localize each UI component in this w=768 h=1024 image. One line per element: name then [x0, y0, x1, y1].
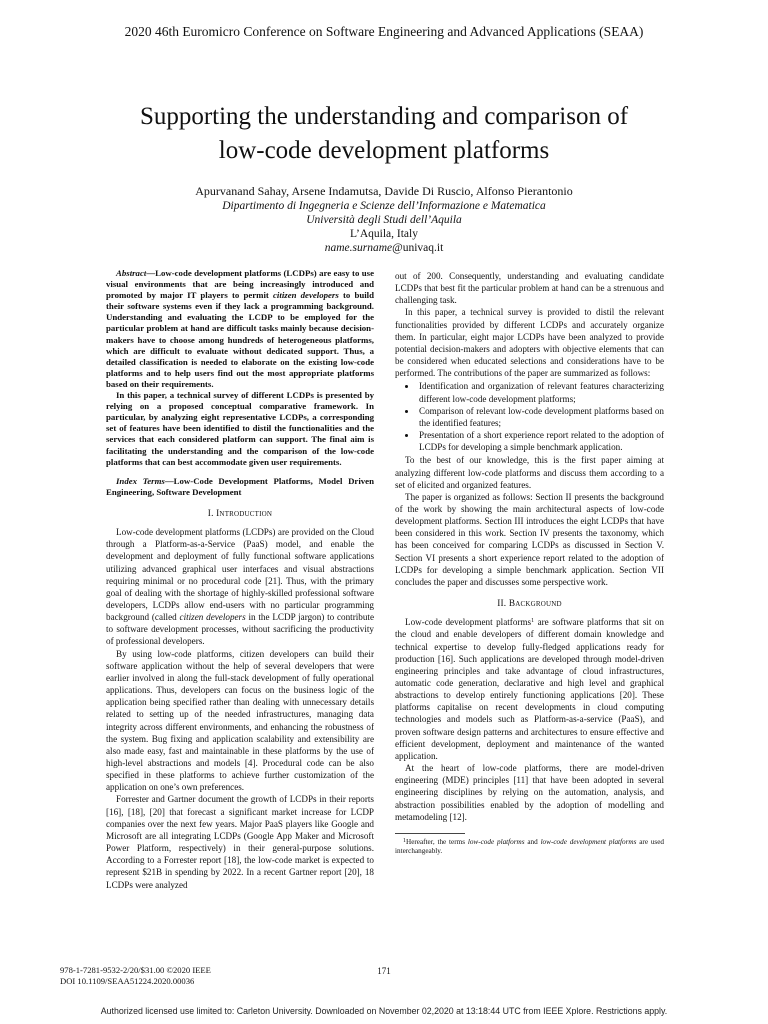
author-department: Dipartimento di Ingegneria e Scienze dell’Informazione e Matematica: [222, 200, 546, 212]
title-block: [0, 100, 768, 255]
author-names: Apurvanand Sahay, Arsene Indamutsa, Davide Di Ruscio, Alfonso Pierantonio: [195, 184, 573, 198]
index-terms-label: Index Terms: [116, 475, 165, 486]
intro-p1: Low-code development platforms (LCDPs) are provided on the Cloud through a Platform-as-a-Service (PaaS) model, and enable the development and deployment of fully functional software applications utilizing advanced graphical user interfaces and visual abstractions requiring minimal or no procedural code [21]. Thus, with the primary goal of dealing with the shortage of highly-skilled professional software developers, LCDPs allow end-users with no particular programming background (called citizen developers in the LCDP jargon) to contribute to software development processes, without sacrificing the productivity of professional developers.: [106, 527, 374, 647]
background-p2: At the heart of low-code platforms, there are model-driven engineering (MDE) principles [11] that have been adopted in several engineering disciplines by relying on the automation, analysis, and abstraction possibilities enabled by the adoption of modelling and metamodeling [12].: [395, 763, 664, 822]
list-item: • Presentation of a short experience report related to the adoption of LCDPs for developing a simple benchmark application.: [417, 429, 664, 453]
footnote-divider: [395, 833, 465, 834]
doi-line: DOI 10.1109/SEAA51224.2020.00036: [60, 975, 195, 986]
right-column: [395, 270, 664, 857]
list-item: • Comparison of relevant low-code development platforms based on the identified features;: [417, 405, 664, 429]
right-p3: The paper is organized as follows: Section II presents the background of the work by showing the main architectural aspects of low-code development platforms. Section III introduces the eight LCDPs that have been considered in this work. Section IV presents the taxonomy, which has been conceived for comparing LCDPs as discussed in Section V. Section VI presents a short experience report related to the adoption of LCDPs for developing a simple benchmark application. Section VII concludes the paper and discusses some perspective work.: [395, 491, 664, 587]
author-email: [0, 241, 768, 255]
license-notice: Authorized licensed use limited to: Carleton University. Downloaded on November 02,2020 at 13:18:44 UTC from IEEE Xplore. Restrictions apply.: [100, 1006, 668, 1016]
contribution-list: [395, 380, 664, 453]
abstract-label: Abstract: [116, 268, 147, 278]
abstract-p1: Abstract—Low-code development platforms (LCDPs) are easy to use visual environments that are being increasingly introduced and promoted by major IT players to permit citizen developers to build their software systems even if they lack a programming background. Understanding and evaluating the LCDP to be employed for the particular problem at hand are difficult tasks mainly because decision-makers have to choose among hundreds of heterogeneous platforms, which are difficult to evaluate without dedicated support. Thus, a detailed classification is needed to elaborate on the existing low-code platforms and to help users find out the most appropriate platforms based on their requirements.: [106, 268, 375, 389]
right-p1: In this paper, a technical survey is provided to distil the relevant functionalities provided by different LCDPs and accurately organize them. In particular, eight major LCDPs have been analyzed to provide potential decision-makers and adopters with objective elements that can be considered when educated selections and considerations have to be performed. The contributions of the paper are summarized as follows:: [395, 307, 664, 379]
paper-title: [104, 100, 664, 168]
right-p0: out of 200. Consequently, understanding and evaluating candidate LCDPs that best fit the particular problem at hand can be a strenuous and challenging task.: [395, 271, 664, 306]
page-number: 171: [377, 966, 391, 976]
index-terms: Index Terms—Low-Code Development Platforms, Model Driven Engineering, Software Development: [106, 475, 374, 497]
left-column: [106, 268, 374, 891]
background-p1: Low-code development platforms$^1$ are software platforms that sit on the cloud and enable developers of different domain knowledge and technical expertise to develop fully-fledged applications ready for production [16]. Such applications are developed through model-driven engineering principles and take advantage of cloud infrastructures, automatic code generation, declarative and high level and graphical abstractions to develop entirely functioning applications [20]. These platforms capitalise on recent developments in cloud computing technologies and models such as Platform-as-a-service (PaaS), and proven software design patterns and architectures to ensure effective and efficient development, deployment and maintenance of the wanted application.: [395, 617, 664, 761]
footnote: $^1$Hereafter, the terms low-code platforms and low-code development platforms are used interchangeably.: [395, 837, 664, 856]
section-heading-introduction: I. Introduction: [207, 508, 273, 519]
author-university: Università degli Studi dell’Aquila: [306, 214, 462, 226]
title-line-2: low-code development platforms: [218, 137, 550, 164]
author-block: [0, 184, 768, 255]
right-p2: To the best of our knowledge, this is the first paper aiming at analyzing different low-code platforms and discuss them according to a set of elicited and organized features.: [395, 455, 664, 490]
title-line-1: Supporting the understanding and comparison of: [139, 103, 629, 130]
intro-p3: Forrester and Gartner document the growth of LCDPs in their reports [16], [18], [20] that forecast a significant market increase for LCDP companies over the next few years. Major PaaS players like Google and Microsoft are all integrating LCDPs (Google App Maker and Microsoft Power Platform, respectively) in their general-purpose solutions. According to a Forrester report [18], the low-code market is expected to represent $21B in spending by 2022. In a recent Gartner report [20], 18 LCDPs were analyzed: [106, 794, 374, 890]
email-user: name.surname: [324, 242, 393, 254]
abstract-p2: In this paper, a technical survey of different LCDPs is presented by relying on a proposed conceptual comparative framework. In particular, by analyzing eight representative LCDPs, a corresponding set of features have been identified to distil the functionalities and the services that each considered platform can support. The final aim is facilitating the understanding and the comparison of the low-code platforms that can best accommodate given user requirements.: [106, 390, 374, 467]
section-heading-background: II. Background: [497, 599, 562, 610]
conference-header: 2020 46th Euromicro Conference on Software Engineering and Advanced Applications (SEAA): [124, 24, 644, 39]
footnote-ref[interactable]: 1: [531, 618, 535, 625]
intro-p2: By using low-code platforms, citizen developers can build their software application without the help of several developers that were earlier involved in along the full-stack development of fully operational applications. Thus, developers can focus on the business logic of the application being specified rather than dealing with unnecessary details related to setting up of the needed infrastructures, managing data integrity across different environments, and enhancing the robustness of the system. Bug fixing and application scalability and extensibility are also made easy, fast and maintainable in these platforms by the use of high-level abstractions and models [4]. Procedural code can be also specified in these platforms to achieve further customization of the application on one’s own preferences.: [106, 648, 374, 793]
email-domain: @univaq.it: [392, 242, 444, 254]
isbn-line: 978-1-7281-9532-2/20/$31.00 ©2020 IEEE: [60, 965, 211, 975]
list-item: • Identification and organization of relevant features characterizing different low-code development platforms;: [417, 380, 664, 404]
abstract: [106, 268, 374, 498]
author-city: L’Aquila, Italy: [350, 228, 418, 240]
